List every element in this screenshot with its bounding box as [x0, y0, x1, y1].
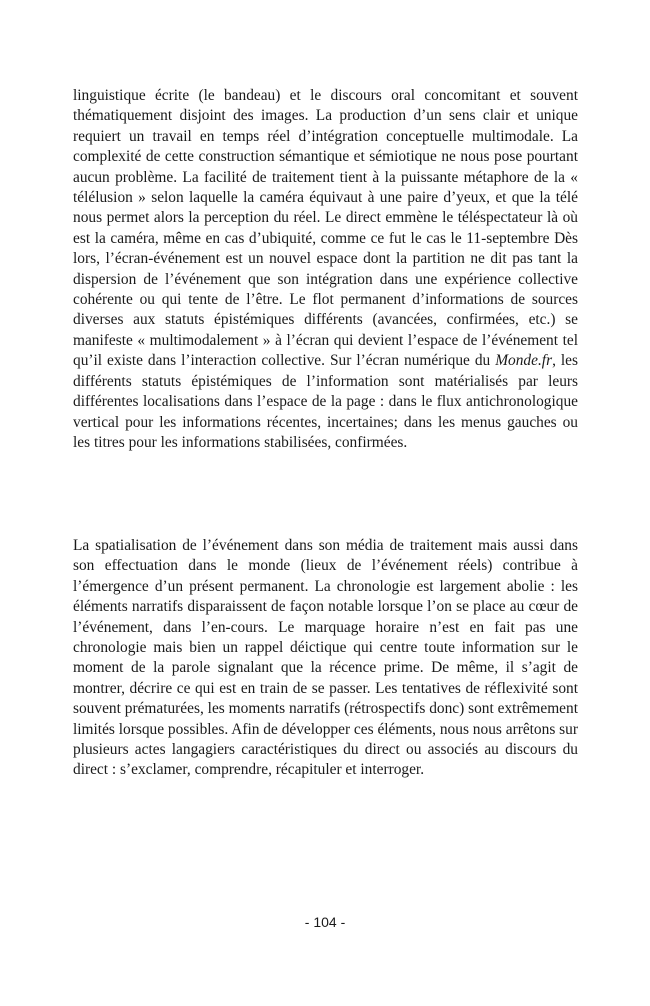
paragraph-1-text-start: linguistique écrite (le bandeau) et le discours oral concomitant et souvent thématiquement disjoint des images. La production d’un sens clair et unique requiert un travail en temps réel d’intégration conceptuelle multimodale. La complexité de cette construction sémantique et sémiotique ne nous pose pourtant aucun problème. La facilité de traitement tient à la puissante métaphore de la « télélusion » selon laquelle la caméra équivaut à une paire d’yeux, et que la télé nous permet alors la perception du réel. Le direct emmène le téléspectateur là où est la caméra, même en cas d’ubiquité, comme ce fut le cas le 11-septembre Dès lors, l’écran-événement est un nouvel espace dont la partition ne dit pas tant la dispersion de l’événement que son intégration dans une expérience collective cohérente ou qui tente de l’être. Le flot permanent d’informations de sources diverses aux statuts épistémiques différents (avancées, confirmées, etc.) se manifeste « multimodalement » à l’écran qui devient l’espace de l’événement tel qu’il existe dans l’interaction collective. Sur l’écran numérique du	[73, 87, 578, 370]
page-number: - 104 -	[304, 914, 346, 930]
italic-publication-name: Monde.fr	[495, 352, 553, 370]
body-paragraph-1	[73, 86, 578, 453]
body-paragraph-2: La spatialisation de l’événement dans son média de traitement mais aussi dans son effectuation dans le monde (lieux de l’événement réels) contribue à l’émergence d’un présent permanent. La chronologie est largement abolie : les éléments narratifs disparaissent de façon notable lorsque l’on se place au cœur de l’événement, dans l’en-cours. Le marquage horaire n’est en fait pas une chronologie mais bien un rappel déictique qui centre toute information sur le moment de la parole signalant que la récence prime. De même, il s’agit de montrer, décrire ce qui est en train de se passer. Les tentatives de réflexivité sont souvent prématurées, les moments narratifs (rétrospectifs donc) sont extrêmement limités lorsque possibles. Afin de développer ces éléments, nous nous arrêtons sur plusieurs actes langagiers caractéristiques du direct ou associés au discours du direct : s’exclamer, comprendre, récapituler et interroger.	[73, 537, 578, 779]
paragraph-1-text-end: , les différents statuts épistémiques de l’information sont matérialisés par leurs différentes localisations dans l’espace de la page : dans le flux antichronologique vertical pour les informations récentes, incertaines; dans les menus gauches ou les titres pour les informations stabilisées, confirmées.	[73, 352, 578, 451]
